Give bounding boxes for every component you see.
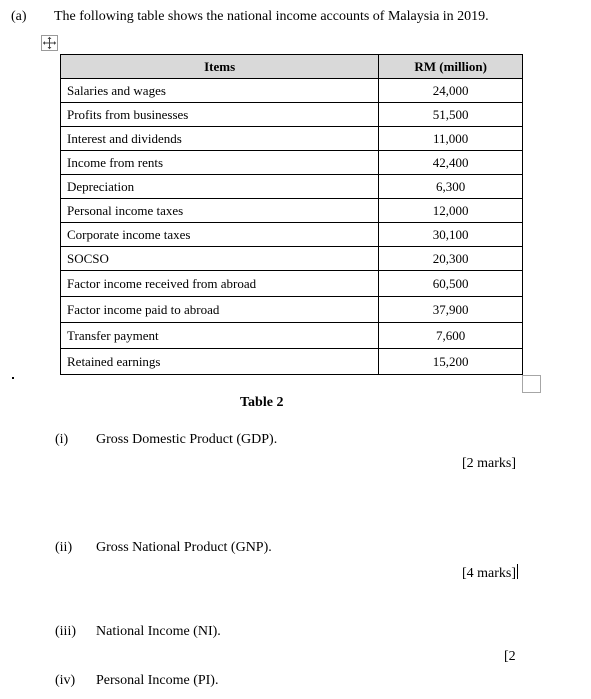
row-item: Corporate income taxes	[61, 223, 379, 247]
part-text: National Income (NI).	[96, 624, 221, 639]
table-header-row	[61, 55, 523, 79]
row-amount: 7,600	[379, 323, 523, 349]
table-row	[61, 323, 523, 349]
table-row	[61, 79, 523, 103]
part-text: Gross National Product (GNP).	[96, 540, 272, 555]
text-cursor	[517, 564, 518, 579]
table-caption: Table 2	[240, 395, 284, 410]
table-row	[61, 349, 523, 375]
row-amount: 24,000	[379, 79, 523, 103]
table-row	[61, 175, 523, 199]
table-row	[61, 199, 523, 223]
table-row	[61, 103, 523, 127]
row-amount: 6,300	[379, 175, 523, 199]
row-amount: 37,900	[379, 297, 523, 323]
part-number: (iii)	[55, 624, 76, 639]
move-arrows-icon	[42, 36, 57, 50]
row-amount: 51,500	[379, 103, 523, 127]
table-row	[61, 127, 523, 151]
stray-dot	[12, 377, 14, 379]
row-item: Interest and dividends	[61, 127, 379, 151]
row-item: Income from rents	[61, 151, 379, 175]
part-text: Gross Domestic Product (GDP).	[96, 432, 278, 447]
part-number: (i)	[55, 432, 69, 447]
part-number: (iv)	[55, 673, 76, 688]
table-row	[61, 271, 523, 297]
table-move-handle[interactable]	[41, 35, 58, 51]
row-item: Depreciation	[61, 175, 379, 199]
row-amount: 30,100	[379, 223, 523, 247]
part-number: (ii)	[55, 540, 73, 555]
question-intro: The following table shows the national income accounts of Malaysia in 2019.	[54, 9, 489, 24]
row-amount: 11,000	[379, 127, 523, 151]
header-items: Items	[61, 55, 379, 79]
row-amount: 60,500	[379, 271, 523, 297]
question-label: (a)	[11, 9, 27, 24]
row-amount: 42,400	[379, 151, 523, 175]
row-item: Factor income paid to abroad	[61, 297, 379, 323]
part-marks: [2 marks]	[462, 456, 517, 471]
row-item: Salaries and wages	[61, 79, 379, 103]
part-marks-line	[462, 564, 518, 582]
header-amount: RM (million)	[379, 55, 523, 79]
row-item: Retained earnings	[61, 349, 379, 375]
row-amount: 15,200	[379, 349, 523, 375]
table-end-marker[interactable]	[522, 375, 541, 393]
row-item: Personal income taxes	[61, 199, 379, 223]
part-marks: [4 marks]	[462, 566, 517, 581]
table-row	[61, 151, 523, 175]
row-item: Factor income received from abroad	[61, 271, 379, 297]
row-amount: 20,300	[379, 247, 523, 271]
row-item: Transfer payment	[61, 323, 379, 349]
row-item: SOCSO	[61, 247, 379, 271]
table-row	[61, 223, 523, 247]
national-income-table	[60, 54, 523, 375]
part-marks: [2	[504, 649, 516, 664]
row-amount: 12,000	[379, 199, 523, 223]
row-item: Profits from businesses	[61, 103, 379, 127]
part-text: Personal Income (PI).	[96, 673, 219, 688]
table-row	[61, 247, 523, 271]
table-row	[61, 297, 523, 323]
